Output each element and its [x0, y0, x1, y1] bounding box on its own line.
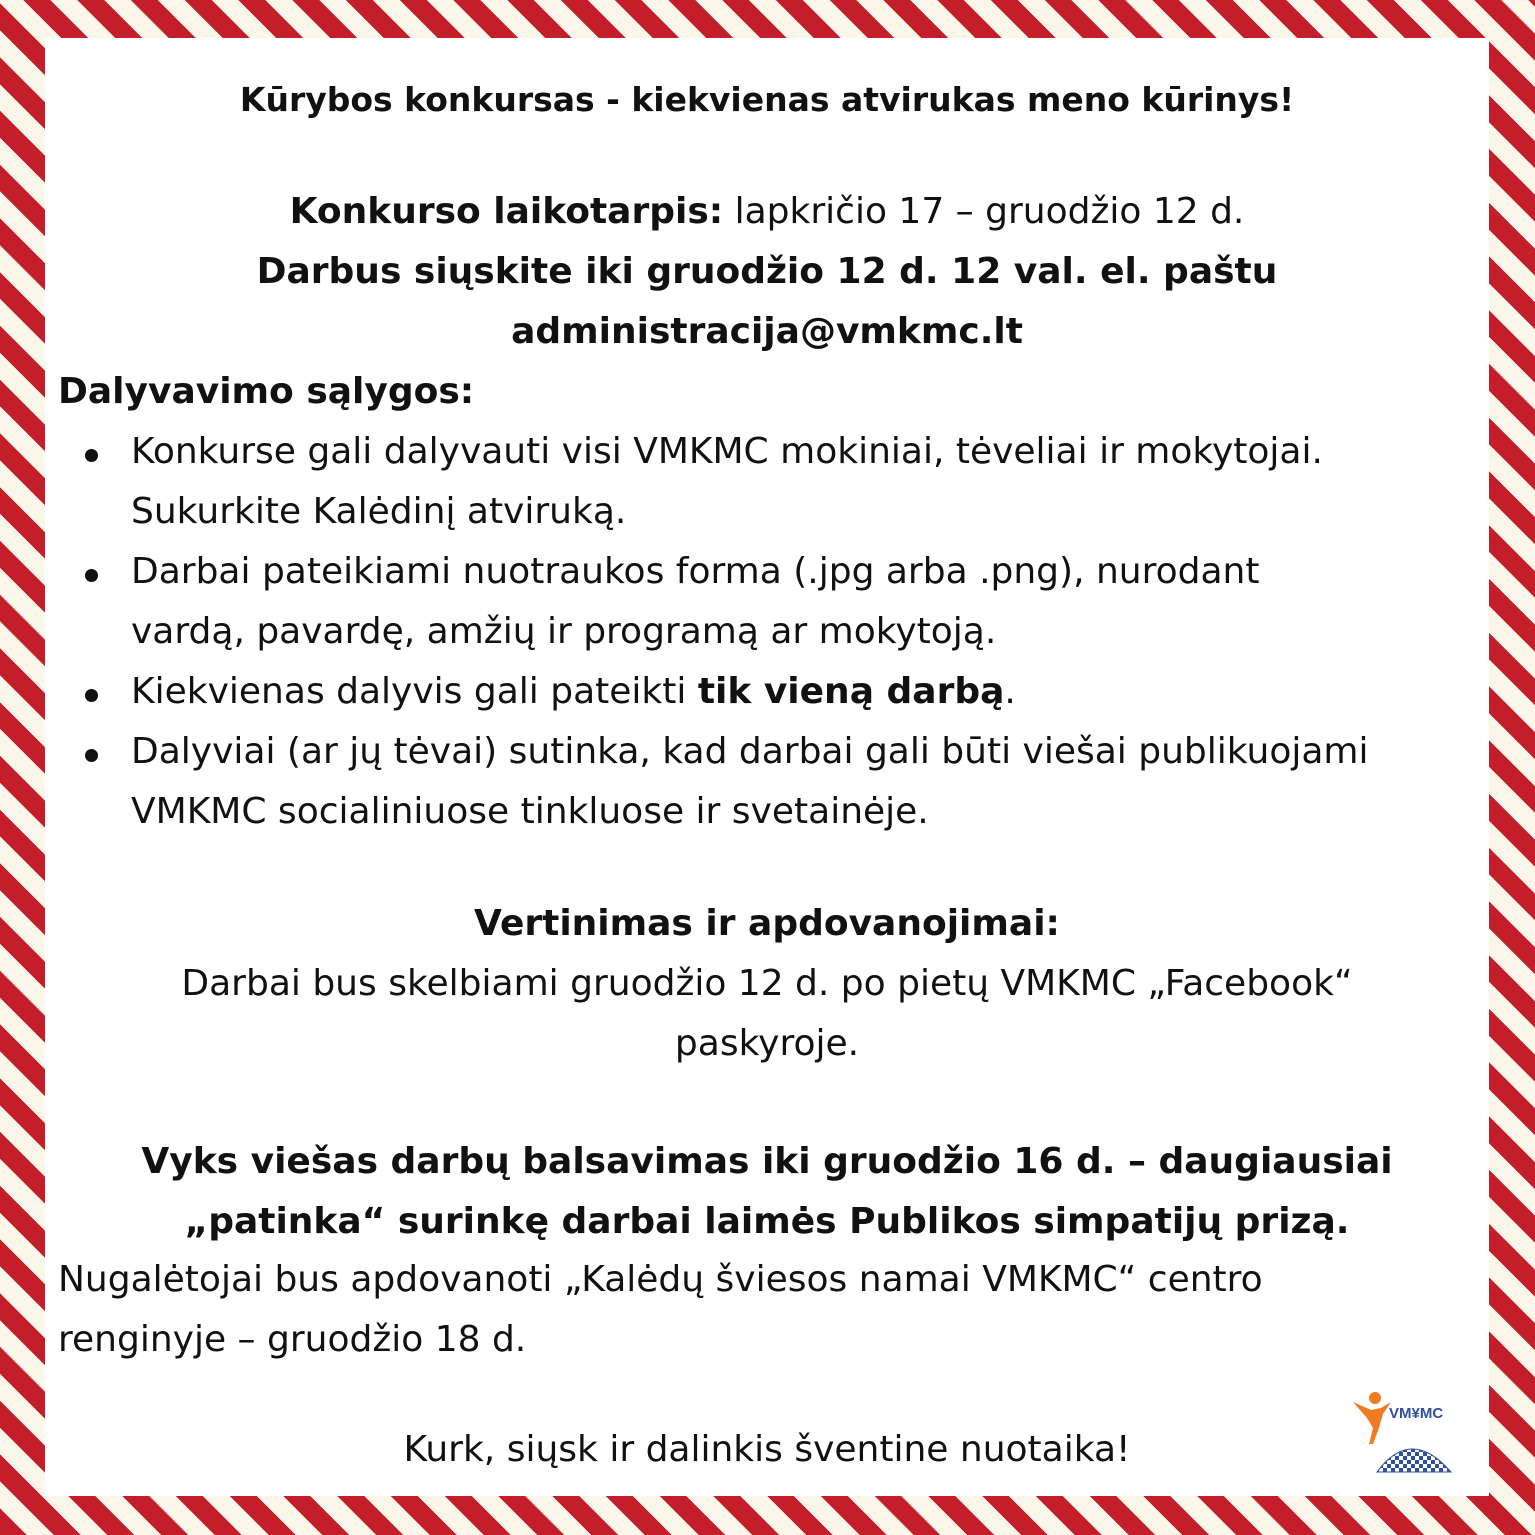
evaluation-text: Darbai bus skelbiami gruodžio 12 d. po pietų VMKMC „Facebook“: [181, 963, 1353, 1004]
closing-text: Kurk, siųsk ir dalinkis šventine nuotaika!: [403, 1429, 1131, 1470]
bullet-icon: [85, 749, 98, 762]
period-line: [45, 182, 1489, 242]
period-label: Konkurso laikotarpis:: [289, 191, 724, 232]
list-item-continued: Sukurkite Kalėdinį atviruką.: [131, 491, 627, 532]
list-item: [131, 662, 1016, 722]
evaluation-text-continued: paskyroje.: [674, 1023, 860, 1064]
winners-text: Nugalėtojai bus apdovanoti „Kalėdų šviesos namai VMKMC“ centro: [58, 1259, 1263, 1300]
bullet-icon: [85, 689, 98, 702]
evaluation-heading: Vertinimas ir apdovanojimai:: [474, 903, 1060, 944]
list-item-emphasis: tik vieną darbą: [697, 671, 1005, 712]
submission-email: administracija@vmkmc.lt: [511, 311, 1023, 352]
submission-line: Darbus siųskite iki gruodžio 12 d. 12 val. el. paštu: [256, 251, 1278, 292]
vmkmc-logo-icon: [1351, 1388, 1455, 1478]
winners-text-continued: renginyje – gruodžio 18 d.: [58, 1319, 527, 1360]
logo-text: VM¥MC: [1389, 1405, 1444, 1422]
voting-text: Vyks viešas darbų balsavimas iki gruodžio 16 d. – daugiausiai: [141, 1141, 1393, 1182]
list-item: Dalyviai (ar jų tėvai) sutinka, kad darbai gali būti viešai publikuojami: [131, 731, 1369, 772]
list-item-continued: VMKMC socialiniuose tinkluose ir svetainėje.: [131, 791, 929, 832]
content-card: [45, 38, 1489, 1496]
voting-text-continued: „patinka“ surinkę darbai laimės Publikos simpatijų prizą.: [184, 1201, 1350, 1242]
list-item-suffix: .: [1004, 671, 1016, 712]
list-item-continued: vardą, pavardę, amžių ir programą ar mokytoją.: [131, 611, 997, 652]
bullet-icon: [85, 449, 98, 462]
list-item: Darbai pateikiami nuotraukos forma (.jpg arba .png), nurodant: [131, 551, 1260, 592]
conditions-heading: Dalyvavimo sąlygos:: [58, 371, 475, 412]
list-item-prefix: Kiekvienas dalyvis gali pateikti: [131, 671, 698, 712]
period-value: lapkričio 17 – gruodžio 12 d.: [723, 191, 1245, 232]
bullet-icon: [85, 569, 98, 582]
page-title: Kūrybos konkursas - kiekvienas atvirukas meno kūrinys!: [239, 80, 1295, 119]
list-item: Konkurse gali dalyvauti visi VMKMC mokiniai, tėveliai ir mokytojai.: [131, 431, 1323, 472]
